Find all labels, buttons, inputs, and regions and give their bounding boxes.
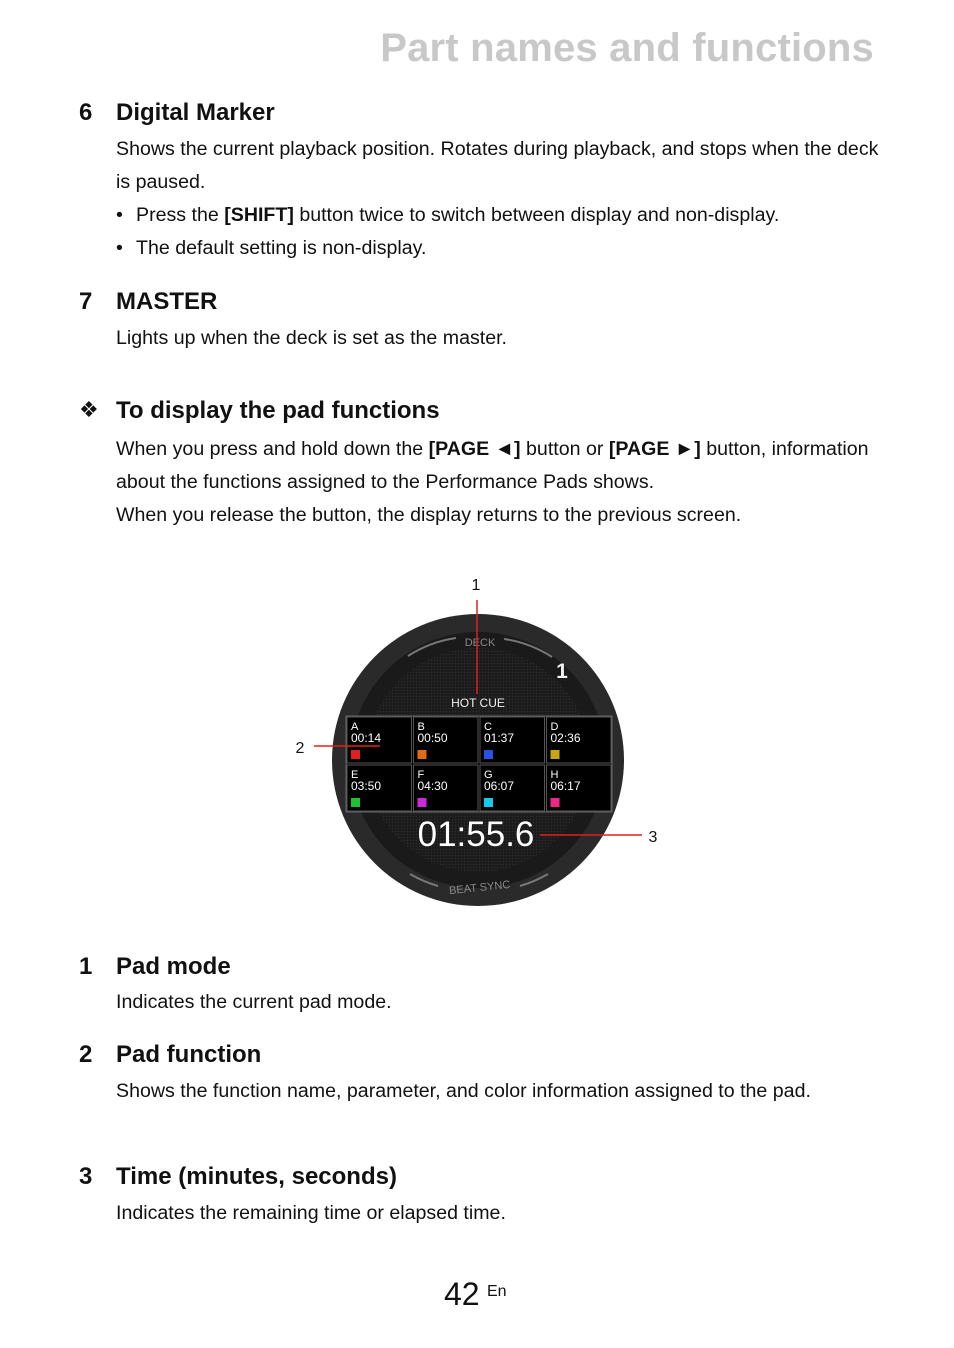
pad-color-swatch [418,798,427,807]
section-heading-pad-functions: To display the pad functions [116,397,440,424]
callout-2: 2 [295,740,305,757]
section-number: 6 [79,99,93,126]
pad-time: 06:17 [550,779,581,793]
pad-functions-description [116,433,886,532]
callout-1: 1 [471,577,481,594]
pad-letter: C [484,721,492,733]
pad-cell-g [480,765,545,811]
pad-time: 02:36 [550,731,581,745]
bullet-text: Press the [136,204,225,226]
bullet-default: • The default setting is non-display. [116,232,886,265]
page-title: Part names and functions [380,26,874,70]
pad-cell-f [414,765,479,811]
text: button or [520,438,609,460]
bullet-shift [116,199,886,232]
item-number: 3 [79,1163,93,1190]
pad-mode-label: HOT CUE [451,696,505,710]
pad-letter: B [417,721,425,733]
item-number: 1 [79,953,93,980]
pad-time: 03:50 [351,779,382,793]
pad-cell-e [347,765,412,811]
jog-display-figure [280,560,680,920]
deck-label: DECK [464,637,496,649]
page-left-key-label: [PAGE ◄] [428,438,521,460]
description-text: When you release the button, the display returns to the previous screen. [116,504,742,526]
bullet-text: button twice to switch between display and non-display. [293,204,780,226]
pad-time: 00:14 [351,731,382,745]
beat-sync-label: BEAT SYNC [448,878,511,898]
item-heading-time: Time (minutes, seconds) [116,1163,397,1190]
pad-letter: A [351,721,359,733]
page-right-key-label: [PAGE ►] [608,438,701,460]
pad-mode-description [116,986,886,1019]
pad-time: 06:07 [484,779,515,793]
description-text: Indicates the current pad mode. [116,991,392,1013]
pad-letter: E [351,769,359,781]
pad-time: 04:30 [417,779,448,793]
description-text [116,433,886,499]
page-language: En [487,1283,507,1300]
pad-time: 00:50 [417,731,448,745]
pad-cell-c [480,717,545,763]
item-number: 2 [79,1041,93,1068]
pad-time: 01:37 [484,731,515,745]
pad-color-swatch [351,750,360,759]
digital-marker-description [116,133,886,265]
pad-letter: D [550,721,559,733]
pad-color-swatch [484,750,493,759]
pad-cell-h [547,765,612,811]
time-description [116,1197,886,1230]
pad-letter: G [484,769,493,781]
item-heading-pad-function: Pad function [116,1041,262,1068]
section-heading-digital-marker: Digital Marker [116,99,275,126]
pad-color-swatch [418,750,427,759]
text: When you press and hold down the [116,438,429,460]
item-heading-pad-mode: Pad mode [116,953,231,980]
pad-color-swatch [351,798,360,807]
shift-key-label: [SHIFT] [224,204,294,226]
pad-color-swatch [551,750,560,759]
description-text: Shows the function name, parameter, and color information assigned to the pad. [116,1080,811,1102]
time-display: 01:55.6 [417,815,535,854]
pad-cell-b [414,717,479,763]
pad-cell-d [547,717,612,763]
deck-number: 1 [556,660,568,683]
description-text: Indicates the remaining time or elapsed time. [116,1202,506,1224]
pad-color-swatch [484,798,493,807]
jog-display-illustration [280,560,680,920]
page-number: 42 [444,1276,480,1312]
description-text: Lights up when the deck is set as the master. [116,327,508,349]
section-heading-master: MASTER [116,288,218,315]
diamond-icon: ❖ [79,397,99,422]
description-text: Shows the current playback position. Rotates during playback, and stops when the deck is paused. [116,138,879,193]
section-number: 7 [79,288,93,315]
master-description [116,322,886,355]
text: button, information about the functions assigned to the Performance Pads shows. [116,438,869,493]
pad-letter: F [417,769,425,781]
pad-color-swatch [551,798,560,807]
pad-cell-a [347,717,412,763]
callout-3: 3 [648,829,658,846]
pad-letter: H [550,769,559,781]
pad-function-description [116,1075,886,1108]
